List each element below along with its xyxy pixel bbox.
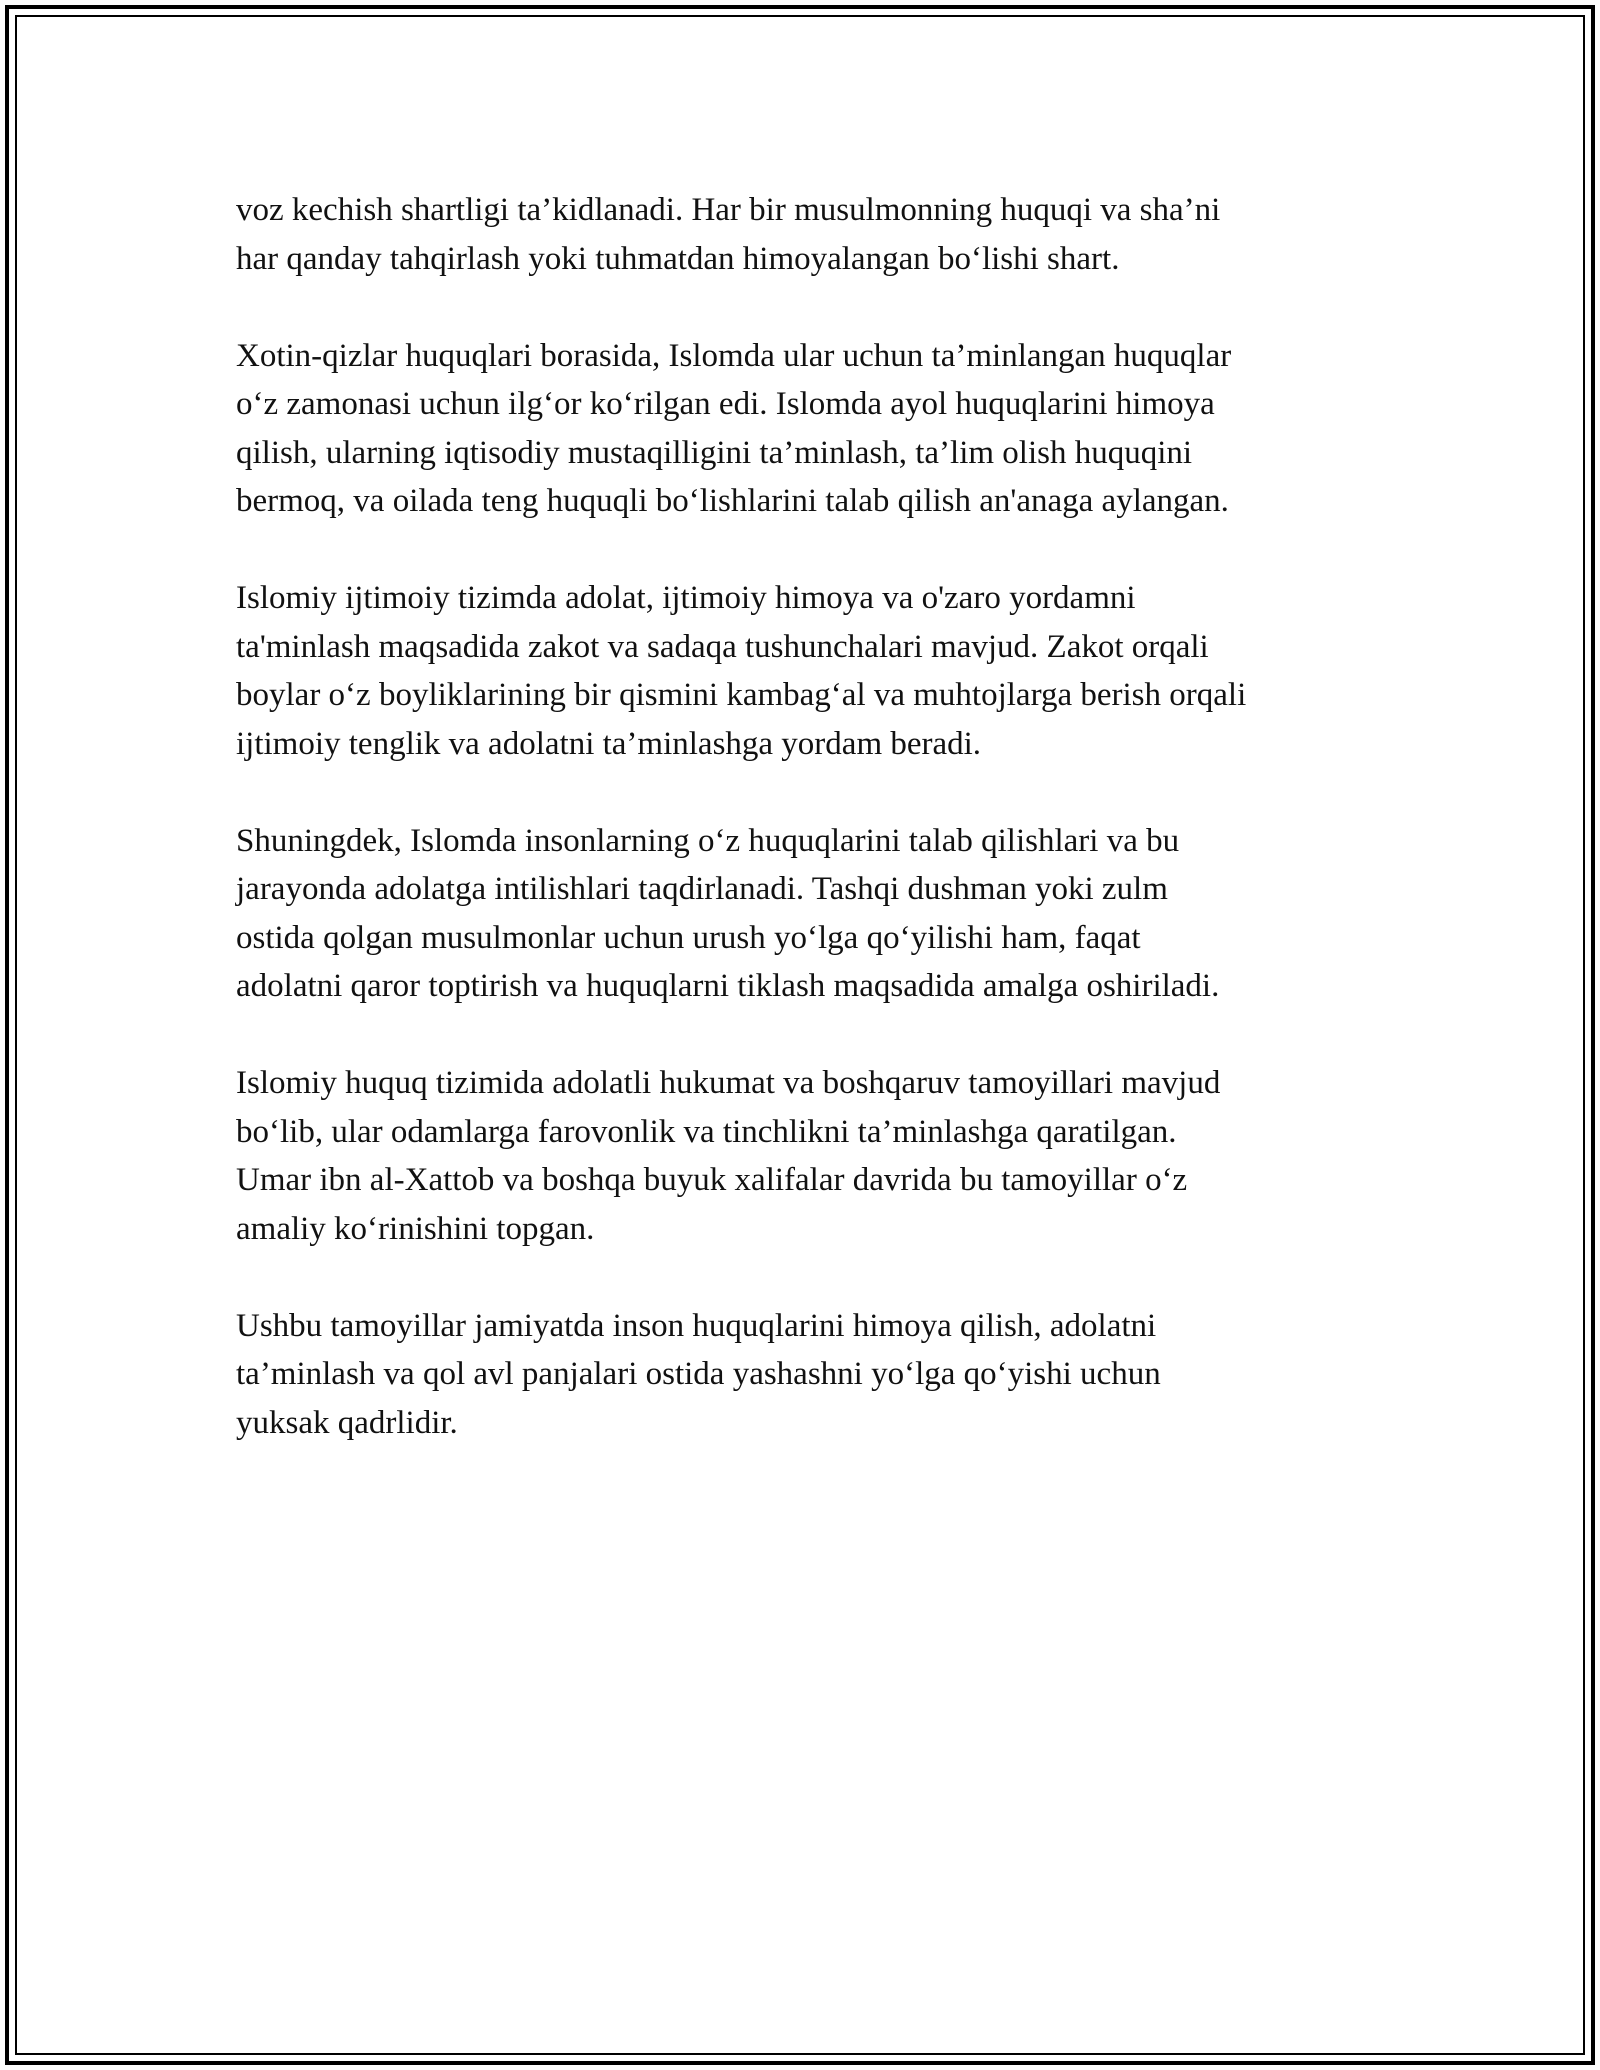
paragraph-1 [236, 186, 1371, 283]
text-line: har qanday tahqirlash yoki tuhmatdan himoyalangan bo‘lishi shart. [236, 240, 1120, 277]
text-line: adolatni qaror toptirish va huquqlarni tiklash maqsadida amalga oshiriladi. [236, 968, 1220, 1004]
document-body [236, 186, 1371, 1496]
text-line: ta’minlash va qol avl panjalari ostida yashashni yo‘lga qo‘yishi uchun [236, 1356, 1161, 1392]
text-line: Umar ibn al-Xattob va boshqa buyuk xalifalar davrida bu tamoyillar o‘z [236, 1162, 1188, 1198]
text-line: ijtimoiy tenglik va adolatni ta’minlashga yordam beradi. [236, 725, 982, 762]
text-line: ostida qolgan musulmonlar uchun urush yo‘lga qo‘yilishi ham, faqat [236, 919, 1141, 956]
text-line: yuksak qadrlidir. [236, 1404, 458, 1441]
text-line: Islomiy ijtimoiy tizimda adolat, ijtimoiy himoya va o'zaro yordamni [236, 580, 1136, 616]
paragraph-2 [236, 332, 1371, 526]
paragraph-6 [236, 1302, 1371, 1448]
text-line: boylar o‘z boyliklarining bir qismini kambag‘al va muhtojlarga berish orqali [236, 677, 1247, 713]
paragraph-3 [236, 574, 1371, 768]
text-line: Islomiy huquq tizimida adolatli hukumat va boshqaruv tamoyillari mavjud [236, 1065, 1221, 1101]
text-line: Shuningdek, Islomda insonlarning o‘z huquqlarini talab qilishlari va bu [236, 822, 1180, 859]
text-line: o‘z zamonasi uchun ilg‘or ko‘rilgan edi. Islomda ayol huquqlarini himoya [236, 386, 1215, 422]
paragraph-4 [236, 817, 1371, 1011]
text-line: amaliy ko‘rinishini topgan. [236, 1210, 595, 1247]
text-line: ta'minlash maqsadida zakot va sadaqa tushunchalari mavjud. Zakot orqali [236, 628, 1209, 665]
text-line: bo‘lib, ular odamlarga farovonlik va tinchlikni ta’minlashga qaratilgan. [236, 1113, 1177, 1150]
paragraph-5 [236, 1059, 1371, 1253]
text-line: bermoq, va oilada teng huquqli bo‘lishlarini talab qilish an'anaga aylangan. [236, 483, 1229, 519]
text-line: Xotin-qizlar huquqlari borasida, Islomda ular uchun ta’minlangan huquqlar [236, 337, 1232, 374]
text-line: Ushbu tamoyillar jamiyatda inson huquqlarini himoya qilish, adolatni [236, 1307, 1157, 1344]
text-line: voz kechish shartligi ta’kidlanadi. Har bir musulmonning huquqi va sha’ni [236, 192, 1221, 228]
text-line: jarayonda adolatga intilishlari taqdirlanadi. Tashqi dushman yoki zulm [236, 871, 1168, 907]
text-line: qilish, ularning iqtisodiy mustaqilligini ta’minlash, ta’lim olish huquqini [236, 434, 1193, 471]
